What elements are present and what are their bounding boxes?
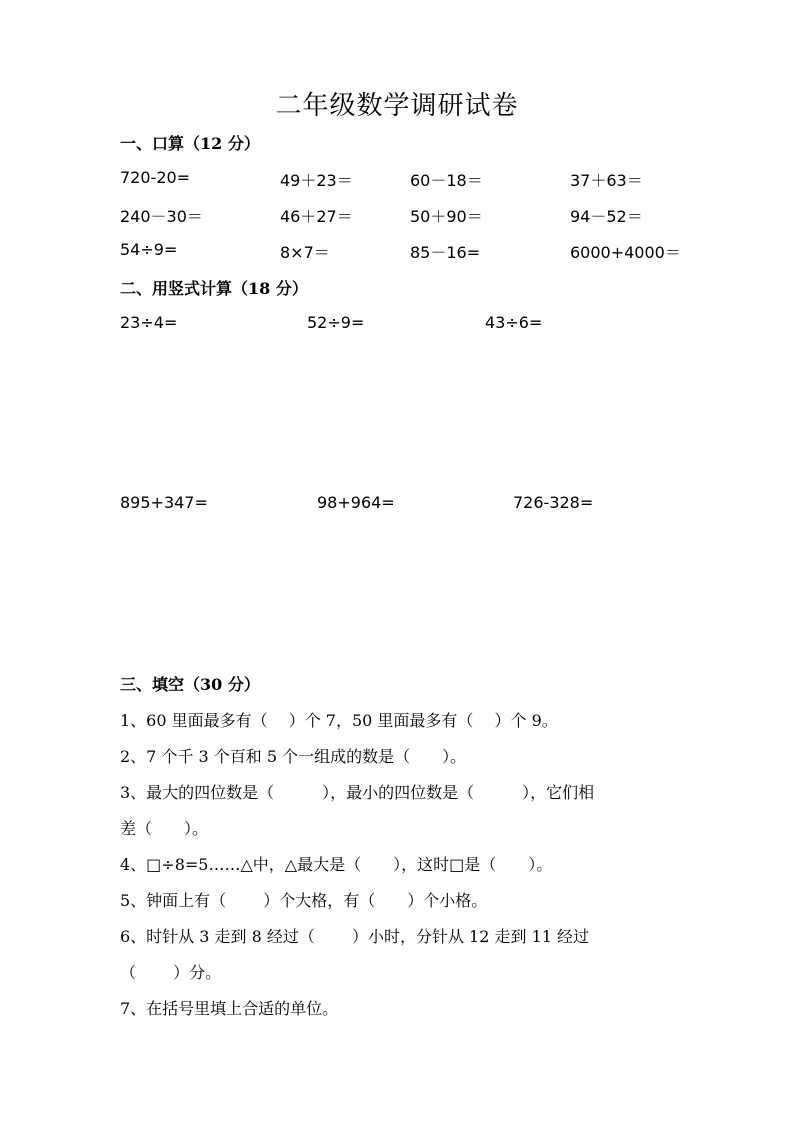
question-6: 6、时针从 3 走到 8 经过（ ）小时，分针从 12 走到 11 经过 xyxy=(120,927,590,946)
question-3-cont: 差（ ）。 xyxy=(120,819,209,838)
vertical-calc-item: 43÷6= xyxy=(485,313,543,332)
calc-item: 6000+4000＝ xyxy=(570,243,681,262)
section-heading-oral-calc: 一、口算（12 分） xyxy=(120,134,260,153)
vertical-calc-item: 98+964= xyxy=(317,493,395,512)
question-5: 5、钟面上有（ ）个大格，有（ ）个小格。 xyxy=(120,891,488,910)
calc-item: 720-20= xyxy=(120,168,191,187)
calc-item: 240－30＝ xyxy=(120,207,203,226)
calc-item: 60－18＝ xyxy=(410,171,483,190)
vertical-calc-item: 52÷9= xyxy=(307,313,365,332)
page-title: 二年级数学调研试卷 xyxy=(275,91,519,121)
vertical-calc-item: 23÷4= xyxy=(120,313,178,332)
section-heading-vertical-calc: 二、用竖式计算（18 分） xyxy=(120,279,308,298)
calc-item: 49＋23＝ xyxy=(280,171,353,190)
section-heading-fill-blank: 三、填空（30 分） xyxy=(120,675,260,694)
vertical-calc-item: 895+347= xyxy=(120,493,208,512)
question-7: 7、在括号里填上合适的单位。 xyxy=(120,999,339,1018)
calc-item: 37＋63＝ xyxy=(570,171,643,190)
vertical-calc-item: 726-328= xyxy=(513,493,594,512)
calc-item: 46＋27＝ xyxy=(280,207,353,226)
calc-item: 94－52＝ xyxy=(570,207,643,226)
calc-item: 85－16= xyxy=(410,243,481,262)
question-2: 2、7 个千 3 个百和 5 个一组成的数是（ ）。 xyxy=(120,747,467,766)
calc-item: 54÷9= xyxy=(120,240,178,259)
question-6-cont: （ ）分。 xyxy=(120,963,222,982)
question-4: 4、□÷8=5……△中，△最大是（ ），这时□是（ ）。 xyxy=(120,855,553,874)
question-3: 3、最大的四位数是（ ），最小的四位数是（ ），它们相 xyxy=(120,783,595,802)
question-1: 1、60 里面最多有（ ）个 7，50 里面最多有（ ）个 9。 xyxy=(120,711,558,730)
calc-item: 50＋90＝ xyxy=(410,207,483,226)
calc-item: 8×7＝ xyxy=(280,243,330,262)
